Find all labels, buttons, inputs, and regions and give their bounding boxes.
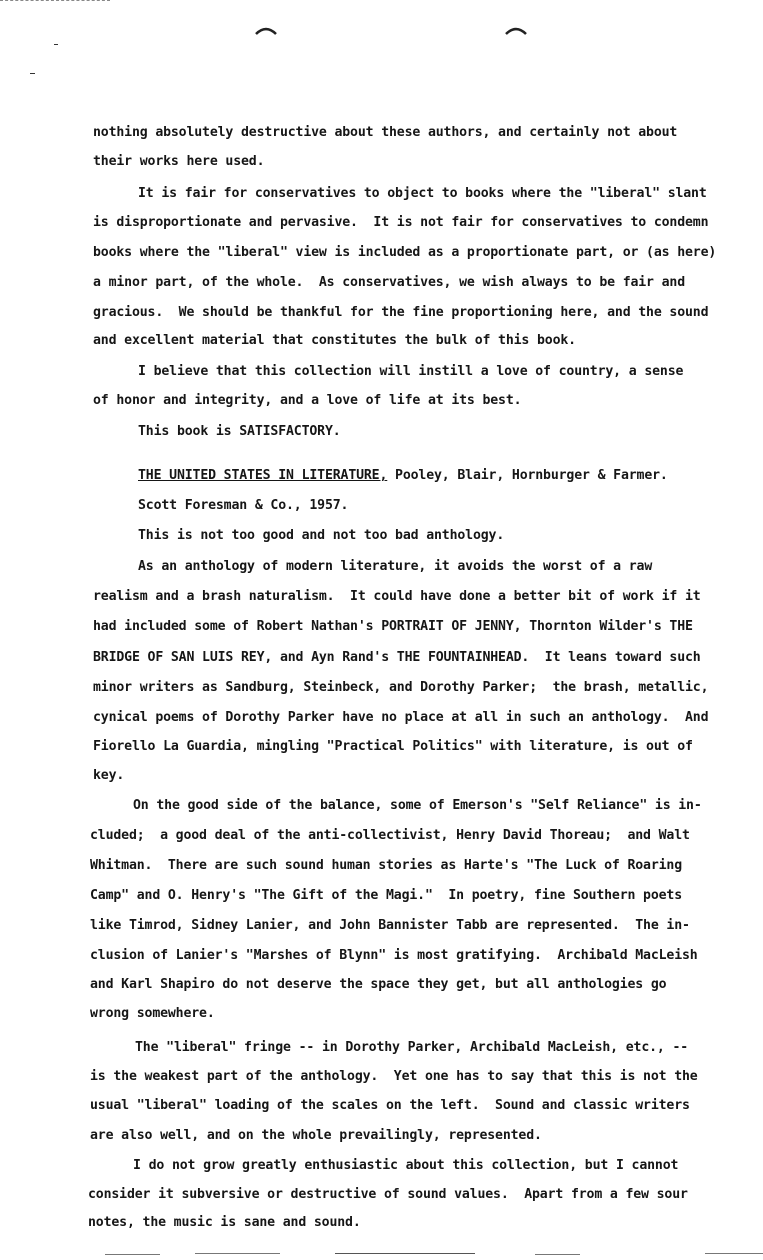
book-title: THE UNITED STATES IN LITERATURE, <box>138 468 388 483</box>
book-authors: Pooley, Blair, Hornburger & Farmer. <box>387 468 668 483</box>
verdict-line: This book is SATISFACTORY. <box>138 424 341 439</box>
text-line: As an anthology of modern literature, it avoids the worst of a raw <box>138 559 653 574</box>
scan-artifact-line <box>705 1253 763 1254</box>
scan-artifact-line <box>195 1253 280 1254</box>
review-summary: This is not too good and not too bad anthology. <box>138 528 505 543</box>
punch-mark <box>505 26 527 36</box>
text-line: I believe that this collection will instill a love of country, a sense <box>138 364 684 379</box>
text-line: Whitman. There are such sound human stories as Harte's "The Luck of Roaring <box>90 858 683 873</box>
text-line: gracious. We should be thankful for the fine proportioning here, and the sound <box>93 305 709 320</box>
text-line: wrong somewhere. <box>90 1006 215 1021</box>
text-line: cluded; a good deal of the anti-collectivist, Henry David Thoreau; and Walt <box>90 828 690 843</box>
text-line: cynical poems of Dorothy Parker have no place at all in such an anthology. And <box>93 710 709 725</box>
text-line: consider it subversive or destructive of sound values. Apart from a few sour <box>88 1187 688 1202</box>
margin-mark <box>30 73 35 74</box>
top-edge-mark <box>0 0 110 2</box>
punch-mark <box>255 26 277 36</box>
scan-artifact-line <box>105 1254 160 1255</box>
text-line: key. <box>93 768 125 783</box>
margin-mark <box>54 44 58 45</box>
text-line: realism and a brash naturalism. It could have done a better bit of work if it <box>93 589 701 604</box>
text-line: Camp" and O. Henry's "The Gift of the Magi." In poetry, fine Southern poets <box>90 888 683 903</box>
text-line: is the weakest part of the anthology. Yet one has to say that this is not the <box>90 1069 698 1084</box>
text-line: books where the "liberal" view is included as a proportionate part, or (as here) <box>93 245 717 260</box>
text-line: of honor and integrity, and a love of life at its best. <box>93 393 522 408</box>
text-line: like Timrod, Sidney Lanier, and John Bannister Tabb are represented. The in- <box>90 918 690 933</box>
text-line: BRIDGE OF SAN LUIS REY, and Ayn Rand's THE FOUNTAINHEAD. It leans toward such <box>93 650 701 665</box>
text-line: a minor part, of the whole. As conservatives, we wish always to be fair and <box>93 275 686 290</box>
text-line: notes, the music is sane and sound. <box>88 1215 361 1230</box>
text-line: usual "liberal" loading of the scales on the left. Sound and classic writers <box>90 1098 690 1113</box>
text-line: On the good side of the balance, some of Emerson's "Self Reliance" is in- <box>133 798 702 813</box>
text-line: Fiorello La Guardia, mingling "Practical Politics" with literature, is out of <box>93 739 693 754</box>
text-line: and excellent material that constitutes the bulk of this book. <box>93 333 576 348</box>
text-line: The "liberal" fringe -- in Dorothy Parker, Archibald MacLeish, etc., -- <box>135 1040 689 1055</box>
book-publisher: Scott Foresman & Co., 1957. <box>138 498 349 513</box>
text-line: nothing absolutely destructive about these authors, and certainly not about <box>93 125 678 140</box>
text-line: I do not grow greatly enthusiastic about this collection, but I cannot <box>133 1158 679 1173</box>
text-line: are also well, and on the whole prevailingly, represented. <box>90 1128 542 1143</box>
text-line: clusion of Lanier's "Marshes of Blynn" is most gratifying. Archibald MacLeish <box>90 948 698 963</box>
text-line: their works here used. <box>93 154 265 169</box>
text-line: and Karl Shapiro do not deserve the space they get, but all anthologies go <box>90 977 667 992</box>
text-line: had included some of Robert Nathan's PORTRAIT OF JENNY, Thornton Wilder's THE <box>93 619 693 634</box>
text-line: minor writers as Sandburg, Steinbeck, and Dorothy Parker; the brash, metallic, <box>93 680 709 695</box>
review-citation <box>138 468 668 484</box>
scan-artifact-line <box>535 1254 580 1255</box>
text-line: is disproportionate and pervasive. It is not fair for conservatives to condemn <box>93 215 709 230</box>
text-line: It is fair for conservatives to object to books where the "liberal" slant <box>138 186 707 201</box>
scan-artifact-line <box>335 1253 475 1254</box>
